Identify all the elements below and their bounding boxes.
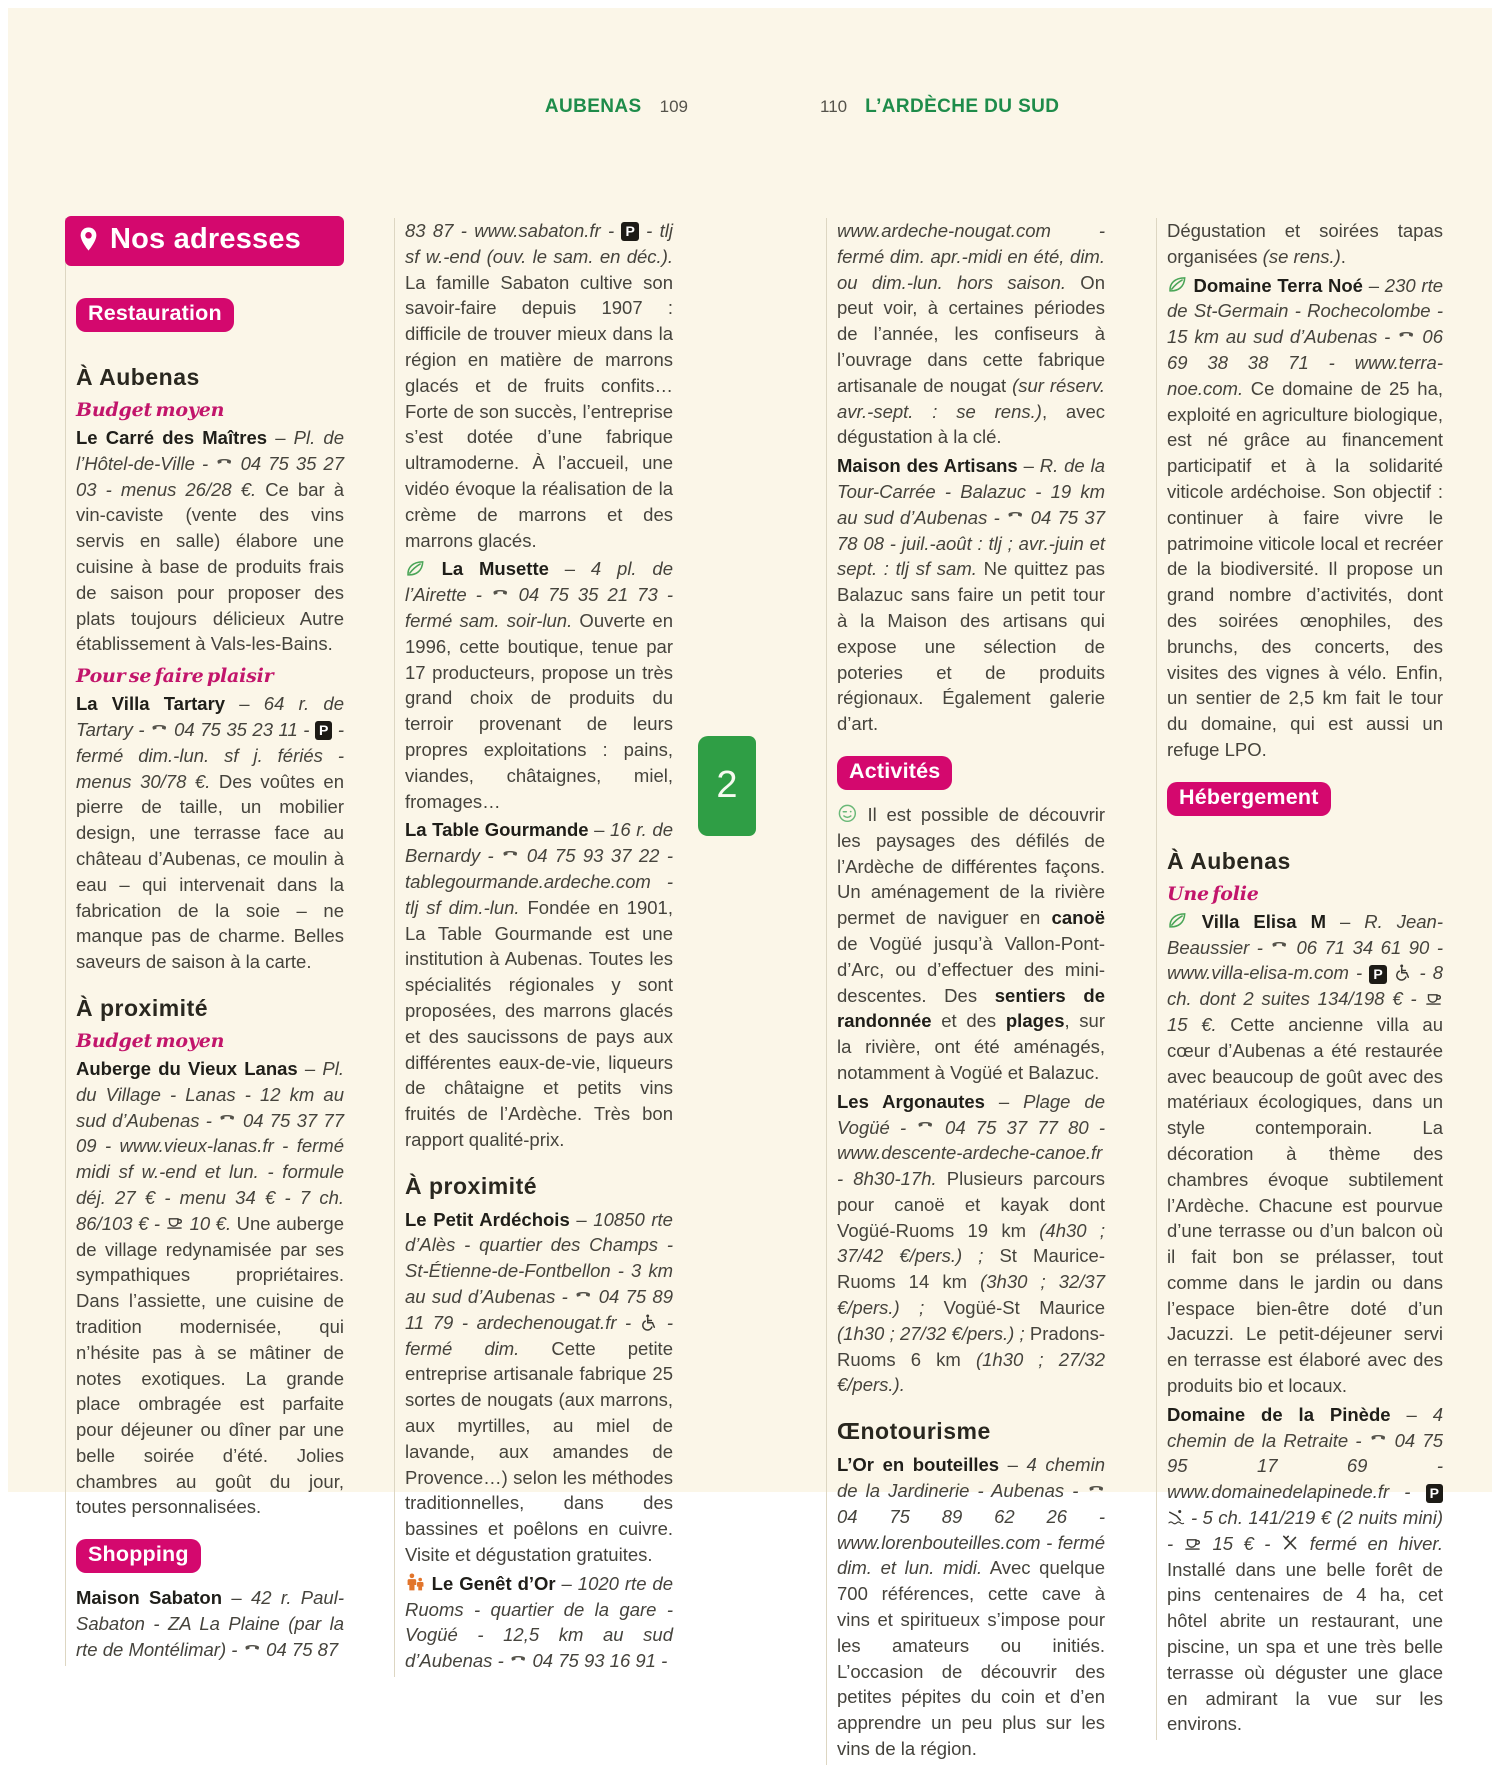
paragraph bbox=[837, 218, 1105, 450]
practical-info: 15 €. bbox=[1167, 1013, 1217, 1035]
category-pill: Activités bbox=[837, 756, 952, 790]
practical-info: (3h30 ; 32/37 €/pers.) ; bbox=[837, 1271, 1106, 1319]
description-text: Ne quittez pas Balazuc sans faire un petit tour à la Maison des artisans qui expose une sélection de poteries et de produits régionaux. Également galerie d’art. bbox=[837, 558, 1105, 735]
description-text: – bbox=[569, 1208, 594, 1230]
place-name: Villa Elisa M bbox=[1187, 910, 1326, 932]
description-text: Des voûtes en pierre de taille, un mobilier design, une terrasse face au château d’Aubenas, ce moulin à eau – qui intervenait dans la fabrication de la soie – ne manque pas de charme. Belles saveurs de saison à la carte. bbox=[76, 770, 344, 973]
place-name: plages bbox=[1005, 1010, 1065, 1032]
practical-info: R. de la Tour-Carrée - Balazuc - 19 km au sud d’Aubenas - bbox=[837, 455, 1105, 528]
description-text: Une auberge de village redynamisée par ses sympathiques propriétaires. Dans l’assiette, une cuisine de tradition modernisée, qui n’hésite pas à se mâtiner de notes exotiques. La grande place ombragée est parfaite pour déjeuner ou dîner par une belle soirée d’été. Jolies chambres au goût du jour, toutes personnalisées. bbox=[76, 1212, 344, 1518]
description-text: On peut voir, à certaines périodes de l’année, les confiseurs à l’ouvrage dans cette fabrique artisanale de nougat bbox=[837, 271, 1105, 396]
phone-icon bbox=[1006, 507, 1025, 526]
practical-info: www.ardeche-nougat.com - fermé dim. apr.-midi en été, dim. ou dim.-lun. hors saison. bbox=[837, 220, 1105, 293]
description-text: Ce domaine de 25 ha, exploité en agriculture biologique, est né grâce au financement participatif et à la solidarité viticole ardéchoise. Son objectif : continuer à faire vivre le patrimoine viticole local et recréer de la biodiversité. Il propose un grand nombre d’activités, dont des soirées œnophiles, des brunchs, des concerts, des visites des vignes à vélo. Enfin, un sentier de 2,5 km fait le tour du domaine, qui est aussi un refuge LPO. bbox=[1167, 377, 1443, 760]
subsection-heading: À proximité bbox=[405, 1172, 538, 1199]
paragraph bbox=[837, 802, 1105, 1086]
description-text: – bbox=[267, 427, 294, 448]
family-icon bbox=[405, 1572, 426, 1593]
column-4 bbox=[1156, 218, 1443, 1740]
place-name: La Table Gourmande bbox=[405, 819, 589, 841]
practical-info: 04 75 87 bbox=[261, 1638, 339, 1660]
phone-icon bbox=[215, 454, 234, 473]
description-text: Avec quelque 700 références, cette cave à vins et spiritueux s’impose pour les amateurs ou initiés. L’occasion de découvrir des petites pépites du coin et d’en apprendre un peu plus sur les vins de la région. bbox=[837, 1557, 1105, 1760]
practical-info: - fermé dim.-lun. sf j. fériés - menus 30/78 €. bbox=[76, 718, 344, 792]
phone-icon bbox=[1087, 1481, 1106, 1500]
description-text: Fondée en 1901, La Table Gourmande est une institution à Aubenas. Toutes les spécialités régionales y sont proposées, des marrons glacés et des saucissons de pays aux différentes eaux-de-vie, liqueurs de châtaigne et petits vins fruités de l’Ardèche. Très bon rapport qualité-prix. bbox=[405, 896, 673, 1150]
paragraph bbox=[76, 1056, 344, 1520]
practical-info: - fermé dim. bbox=[405, 1311, 673, 1359]
column-3 bbox=[826, 218, 1105, 1765]
place-name: Domaine de la Pinède bbox=[1167, 1403, 1391, 1425]
section-banner bbox=[65, 216, 344, 266]
description-text: Vogüé-St Maurice bbox=[924, 1297, 1105, 1319]
description-text: La famille Sabaton cultive son savoir-faire depuis 1907 : difficile de trouver mieux dans la région en matière de marrons glacés et de fruits confits… Forte de son succès, l’entreprise s’est dotée d’une fabrique ultramoderne. À l’accueil, une vidéo évoque la réalisation de la crème de marrons et des marrons glacés. bbox=[405, 271, 673, 551]
phone-icon bbox=[1369, 1430, 1388, 1449]
practical-info: 4 chemin de la Retraite - bbox=[1167, 1403, 1443, 1451]
cup-icon bbox=[1184, 1534, 1203, 1553]
practical-info: 04 75 35 23 11 - bbox=[168, 718, 315, 740]
description-text: – bbox=[999, 1454, 1027, 1476]
paragraph bbox=[405, 556, 673, 814]
description-text: – bbox=[1362, 274, 1385, 296]
price-category-label: Budget moyen bbox=[76, 1029, 225, 1052]
practical-info: (sur réserv. avr.-sept. : se rens.) bbox=[837, 374, 1106, 422]
parking-icon: P bbox=[1426, 1481, 1443, 1502]
subsection-heading: À Aubenas bbox=[1167, 847, 1291, 874]
paragraph bbox=[76, 425, 344, 657]
category-pill: Hébergement bbox=[1167, 782, 1331, 816]
description-text: – bbox=[1325, 910, 1365, 932]
section-banner-label: Nos adresses bbox=[110, 223, 302, 255]
smiley-icon bbox=[837, 803, 858, 824]
description-text: Il est possible de découvrir les paysages des défilés de l’Ardèche de différentes façons. Un aménagement de la rivière permet de naviguer en bbox=[837, 803, 1105, 929]
description-text: et des bbox=[931, 1010, 1006, 1032]
practical-info: 10 €. bbox=[184, 1212, 232, 1234]
chapter-tab: 2 bbox=[698, 736, 756, 836]
page-title-left: AUBENAS bbox=[544, 96, 642, 117]
practical-info: 04 75 93 37 22 - tablegourmande.ardeche.com - tlj sf dim.-lun. bbox=[405, 845, 673, 918]
paragraph bbox=[405, 817, 673, 1152]
parking-icon: P bbox=[1369, 962, 1386, 983]
description-text: – bbox=[548, 558, 591, 580]
practical-info: 1020 rte de Ruoms - quartier de la gare - Vogüé - 12,5 km au sud d’Aubenas - bbox=[405, 1572, 674, 1672]
description-text: Ce bar à vin-caviste (vente des vins servis en salle) élabore une cuisine à base de produits frais de saison pour proposer des plats toujours délicieux Autre établissement à Vals-les-Bains. bbox=[76, 478, 344, 655]
place-name: Auberge du Vieux Lanas bbox=[76, 1057, 298, 1079]
practical-info: 230 rte de St-Germain - Rochecolombe - 15 km au sud d’Aubenas - bbox=[1167, 274, 1443, 348]
practical-info: 04 75 89 62 26 - www.lorenbouteilles.com - fermé dim. et lun. midi. bbox=[837, 1505, 1105, 1579]
paragraph bbox=[1167, 1402, 1443, 1737]
place-name: La Villa Tartary bbox=[76, 693, 226, 715]
practical-info: 04 75 37 78 08 - juil.-août : tlj ; avr.-juin et sept. : tlj sf sam. bbox=[837, 506, 1106, 580]
paragraph bbox=[76, 691, 344, 975]
cutlery-icon bbox=[1281, 1534, 1300, 1553]
price-category-label: Budget moyen bbox=[76, 399, 225, 421]
description-text: Plusieurs parcours pour canoë et kayak dont Vogüé-Ruoms 19 km bbox=[837, 1168, 1106, 1241]
column-1 bbox=[65, 218, 344, 1666]
practical-info: 15 € - bbox=[1202, 1532, 1281, 1554]
practical-info: 16 r. de Bernardy - bbox=[405, 819, 673, 867]
subsection-heading: À proximité bbox=[76, 994, 209, 1021]
practical-info: fermé en hiver. bbox=[1299, 1532, 1443, 1554]
leaf-icon bbox=[405, 558, 426, 579]
description-text: Pradons-Ruoms 6 km bbox=[837, 1322, 1105, 1370]
page-number-left: 109 bbox=[659, 97, 688, 116]
phone-icon bbox=[1397, 327, 1416, 346]
practical-info: Pl. de l’Hôtel-de-Ville - bbox=[76, 427, 344, 474]
description-text: – bbox=[225, 693, 264, 715]
paragraph bbox=[405, 1571, 673, 1674]
practical-info bbox=[1387, 962, 1394, 983]
practical-info: - 5 ch. 141/219 € (2 nuits mini) - bbox=[1167, 1507, 1443, 1554]
practical-info: 04 75 37 77 80 - www.descente-ardeche-canoe.fr - 8h30-17h. bbox=[837, 1116, 1106, 1190]
practical-info: 04 75 93 16 91 - bbox=[527, 1650, 668, 1672]
pin-icon bbox=[77, 226, 100, 253]
price-category-label: Pour se faire plaisir bbox=[76, 665, 274, 688]
guidebook-spread bbox=[8, 8, 1492, 1760]
phone-icon bbox=[509, 1651, 528, 1670]
place-name: Maison Sabaton bbox=[76, 1587, 223, 1609]
description-text: Cette ancienne villa au cœur d’Aubenas a été restaurée avec beaucoup de goût avec des matériaux écologiques, dans un style contemporain. La décoration à thème des chambres évoque subtilement l’Ardèche. Chacune est pourvue d’une terrasse ou d’un balcon où il fait bon se prélasser, tout comme dans le jardin ou dans l’espace bien-être doté d’un Jacuzzi. Le petit-déjeuner servi en terrasse est élaboré avec des produits bio et locaux. bbox=[1167, 1013, 1443, 1397]
pool-icon bbox=[1167, 1508, 1186, 1527]
practical-info: 83 87 - www.sabaton.fr - bbox=[405, 220, 622, 241]
subsection-heading: À Aubenas bbox=[76, 364, 200, 390]
wheelchair-icon bbox=[640, 1313, 659, 1332]
paragraph bbox=[405, 218, 673, 553]
leaf-icon bbox=[1167, 910, 1188, 931]
price-category-label: Une folie bbox=[1167, 882, 1259, 905]
phone-icon bbox=[150, 720, 169, 739]
practical-info: (1h30 ; 27/32 €/pers.). bbox=[837, 1348, 1105, 1396]
description-text: St Maurice-Ruoms 14 km bbox=[837, 1245, 1105, 1293]
phone-icon bbox=[491, 585, 510, 604]
practical-info: 04 75 95 17 69 - www.domainedelapinede.fr - bbox=[1167, 1429, 1443, 1503]
practical-info: - 8 ch. dont 2 suites 134/198 € - bbox=[1167, 962, 1444, 1010]
practical-info: 04 75 37 77 09 - www.vieux-lanas.fr - fermé midi sf w.-end et lun. - formule déj. 27 € - menu 34 € - 7 ch. 86/103 € - bbox=[76, 1109, 345, 1234]
description-text: Ouverte en 1996, cette boutique, tenue par 17 producteurs, propose un très grand choix de produits du terroir provenant de leurs propres exploitations : pains, viandes, châtaignes, miel, fromages… bbox=[405, 609, 674, 812]
paragraph bbox=[837, 1089, 1105, 1399]
place-name: canoë bbox=[1051, 907, 1105, 929]
page-title-right: L’ARDÈCHE DU SUD bbox=[865, 96, 1060, 117]
practical-info: - tlj sf w.-end (ouv. le sam. en déc.). bbox=[405, 220, 673, 267]
phone-icon bbox=[218, 1110, 237, 1129]
description-text: Installé dans une belle forêt de pins centenaires de 4 ha, cet hôtel abrite un restaurant, une piscine, un spa et une très belle terrasse où déguster une glace en admirant la vue sur les environs. bbox=[1167, 1558, 1443, 1735]
practical-info: R. Jean-Beaussier - bbox=[1167, 910, 1443, 958]
practical-info: Plage de Vogüé - bbox=[837, 1090, 1105, 1138]
description-text: – bbox=[297, 1057, 323, 1079]
phone-icon bbox=[501, 846, 520, 865]
paragraph bbox=[1167, 273, 1443, 763]
place-name: La Musette bbox=[425, 558, 549, 580]
parking-icon: P bbox=[315, 719, 332, 740]
place-name: Le Carré des Maîtres bbox=[76, 427, 268, 448]
place-name: sentiers de randonnée bbox=[837, 984, 1106, 1032]
practical-info: 04 75 35 27 03 - menus 26/28 €. bbox=[76, 452, 344, 500]
paragraph bbox=[405, 1207, 673, 1568]
page-header-right bbox=[820, 96, 1059, 118]
page-number-right: 110 bbox=[820, 97, 848, 116]
page-header-left bbox=[308, 96, 688, 118]
paragraph bbox=[837, 453, 1105, 737]
paragraph bbox=[1167, 218, 1443, 270]
description-text: – bbox=[588, 819, 611, 841]
phone-icon bbox=[916, 1117, 935, 1136]
practical-info: 06 69 38 38 71 - www.terra-noe.com. bbox=[1167, 326, 1443, 399]
description-text: – bbox=[1017, 455, 1040, 477]
practical-info: 06 71 34 61 90 - www.villa-elisa-m.com - bbox=[1167, 936, 1443, 984]
description-text: . bbox=[1340, 245, 1346, 267]
paragraph bbox=[76, 1585, 344, 1662]
practical-info: 4 chemin de la Jardinerie - Aubenas - bbox=[837, 1454, 1105, 1502]
category-pill: Shopping bbox=[76, 1539, 201, 1573]
place-name: Les Argonautes bbox=[837, 1090, 985, 1112]
description-text: – bbox=[984, 1090, 1024, 1112]
cup-icon bbox=[166, 1213, 185, 1232]
practical-info: (1h30 ; 27/32 €/pers.) ; bbox=[837, 1322, 1025, 1344]
column-2 bbox=[394, 218, 673, 1677]
place-name: Le Petit Ardéchois bbox=[405, 1208, 570, 1230]
practical-info: (se rens.) bbox=[1262, 245, 1341, 267]
description-text: , avec dégustation à la clé. bbox=[837, 400, 1106, 448]
place-name: Le Genêt d’Or bbox=[425, 1572, 556, 1594]
description-text: – bbox=[1390, 1403, 1433, 1425]
practical-info: 64 r. de Tartary - bbox=[76, 693, 344, 740]
practical-info: 04 75 35 21 73 - fermé sam. soir-lun. bbox=[405, 584, 673, 631]
description-text: Dégustation et soirées tapas organisées bbox=[1167, 220, 1443, 267]
paragraph bbox=[837, 1452, 1105, 1762]
description-text: – bbox=[555, 1572, 578, 1594]
leaf-icon bbox=[1167, 274, 1188, 295]
place-name: Maison des Artisans bbox=[837, 455, 1018, 477]
practical-info: 4 pl. de l’Airette - bbox=[405, 558, 673, 606]
wheelchair-icon bbox=[1394, 963, 1413, 982]
description-text: de Vogüé jusqu’à Vallon-Pont-d’Arc, ou d’effectuer des mini-descentes. Des bbox=[837, 932, 1105, 1006]
practical-info: 10850 rte d’Alès - quartier des Champs - St-Étienne-de-Fontbellon - 3 km au sud d’Aubenas - bbox=[405, 1208, 673, 1308]
place-name: Domaine Terra Noé bbox=[1187, 274, 1363, 296]
paragraph bbox=[1167, 909, 1443, 1399]
practical-info: Pl. du Village - Lanas - 12 km au sud d’Aubenas - bbox=[76, 1057, 344, 1131]
place-name: L’Or en bouteilles bbox=[837, 1454, 1000, 1476]
practical-info: 42 r. Paul-Sabaton - ZA La Plaine (par la rte de Montélimar) - bbox=[76, 1587, 344, 1660]
phone-icon bbox=[1270, 937, 1289, 956]
phone-icon bbox=[243, 1640, 262, 1659]
phone-icon bbox=[574, 1287, 593, 1306]
practical-info: 04 75 89 11 79 - ardechenougat.fr - bbox=[405, 1286, 674, 1333]
cup-icon bbox=[1425, 989, 1444, 1008]
description-text: – bbox=[222, 1587, 251, 1609]
practical-info: (4h30 ; 37/42 €/pers.) ; bbox=[837, 1219, 1105, 1267]
description-text: , sur la rivière, ont été aménagés, notamment à Vogüé et Balazuc. bbox=[837, 1010, 1105, 1083]
parking-icon: P bbox=[621, 220, 638, 241]
category-pill: Restauration bbox=[76, 298, 234, 332]
description-text: Cette petite entreprise artisanale fabrique 25 sortes de nougats (aux marrons, aux myrtilles, au miel de lavande, aux amandes de Provence…) selon les méthodes traditionnelles, dans des bassines et poêlons en cuivre. Visite et dégustation gratuites. bbox=[405, 1337, 673, 1566]
subsection-heading: Œnotourisme bbox=[837, 1418, 991, 1445]
